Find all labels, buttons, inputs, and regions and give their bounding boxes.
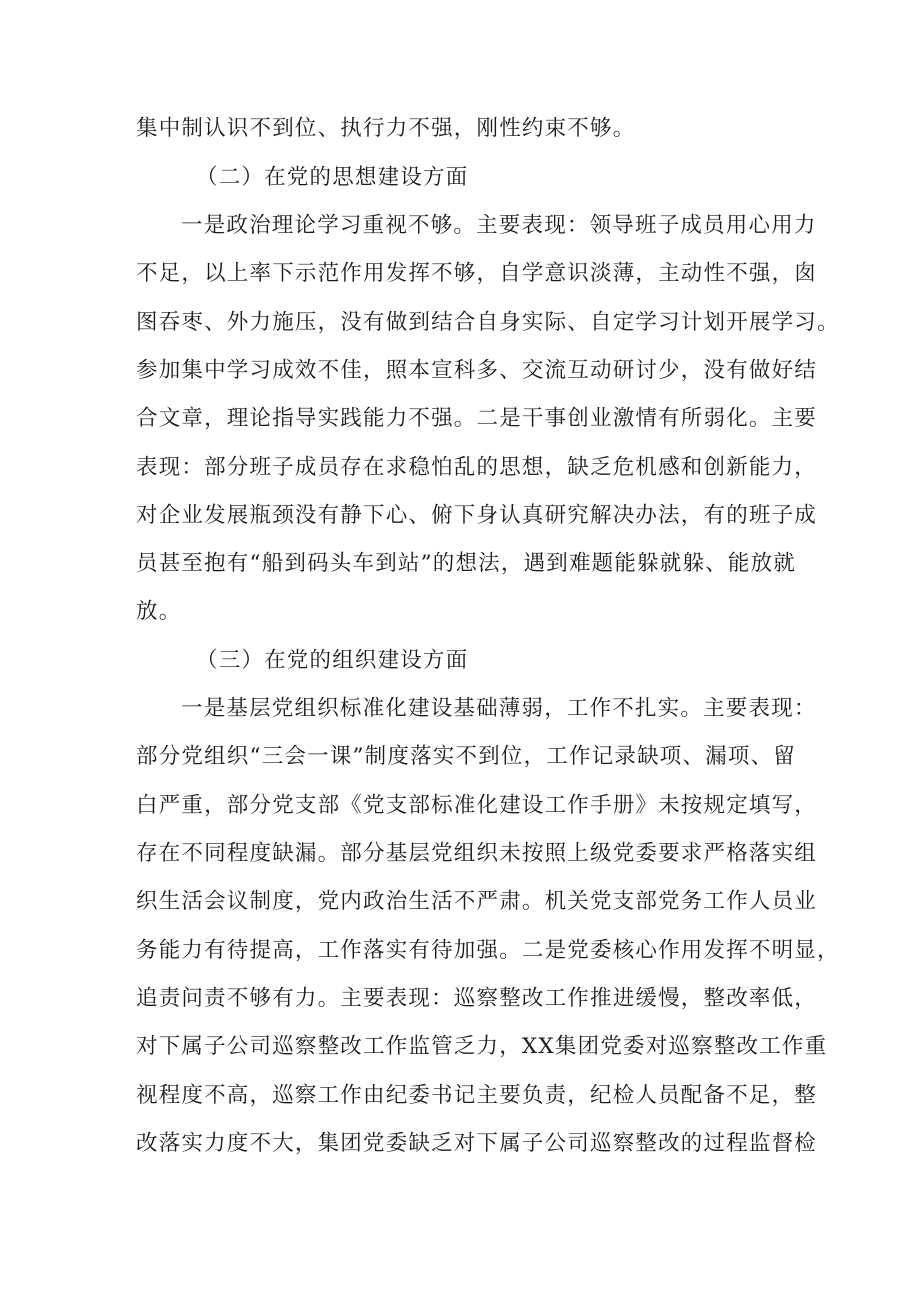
paragraph-line: 存在不同程度缺漏。部分基层党组织未按照上级党委要求严格落实组 bbox=[136, 841, 818, 866]
paragraph-line: 合文章，理论指导实践能力不强。二是干事创业激情有所弱化。主要 bbox=[136, 406, 818, 431]
paragraph-line: 对企业发展瓶颈没有静下心、俯下身认真研究解决办法，有的班子成 bbox=[136, 503, 818, 528]
paragraph-line: 一是政治理论学习重视不够。主要表现：领导班子成员用心用力 bbox=[181, 213, 817, 238]
paragraph-line: 追责问责不够有力。主要表现：巡察整改工作推进缓慢，整改率低， bbox=[136, 986, 818, 1011]
paragraph-line: 织生活会议制度，党内政治生活不严肃。机关党支部党务工作人员业 bbox=[136, 889, 818, 914]
paragraph-line: 改落实力度不大，集团党委缺乏对下属子公司巡察整改的过程监督检 bbox=[136, 1131, 818, 1156]
paragraph-line: 集中制认识不到位、执行力不强，刚性约束不够。 bbox=[136, 116, 636, 141]
paragraph-line: 一是基层党组织标准化建设基础薄弱，工作不扎实。主要表现： bbox=[181, 696, 817, 721]
paragraph-line: 对下属子公司巡察整改工作监管乏力，XX集团党委对巡察整改工作重 bbox=[136, 1034, 828, 1059]
paragraph-line: 务能力有待提高，工作落实有待加强。二是党委核心作用发挥不明显， bbox=[136, 938, 840, 963]
paragraph-line: 员甚至抱有“船到码头车到站”的想法，遇到难题能躲就躲、能放就 bbox=[136, 551, 796, 576]
paragraph-line: 参加集中学习成效不佳，照本宣科多、交流互动研讨少，没有做好结 bbox=[136, 358, 818, 383]
paragraph-line: 表现：部分班子成员存在求稳怕乱的思想，缺乏危机感和创新能力， bbox=[136, 455, 818, 480]
section-heading-ideology: （二）在党的思想建设方面 bbox=[196, 165, 469, 190]
paragraph-line: 图吞枣、外力施压，没有做到结合自身实际、自定学习计划开展学习。 bbox=[136, 310, 840, 335]
paragraph-line: 白严重，部分党支部《党支部标准化建设工作手册》未按规定填写， bbox=[136, 793, 818, 818]
section-heading-organization: （三）在党的组织建设方面 bbox=[196, 648, 469, 673]
paragraph-line: 视程度不高，巡察工作由纪委书记主要负责，纪检人员配备不足，整 bbox=[136, 1083, 818, 1108]
paragraph-line: 部分党组织“三会一课”制度落实不到位，工作记录缺项、漏项、留 bbox=[136, 744, 796, 769]
paragraph-line: 放。 bbox=[136, 599, 182, 624]
paragraph-line: 不足，以上率下示范作用发挥不够，自学意识淡薄，主动性不强，囱 bbox=[136, 261, 818, 286]
